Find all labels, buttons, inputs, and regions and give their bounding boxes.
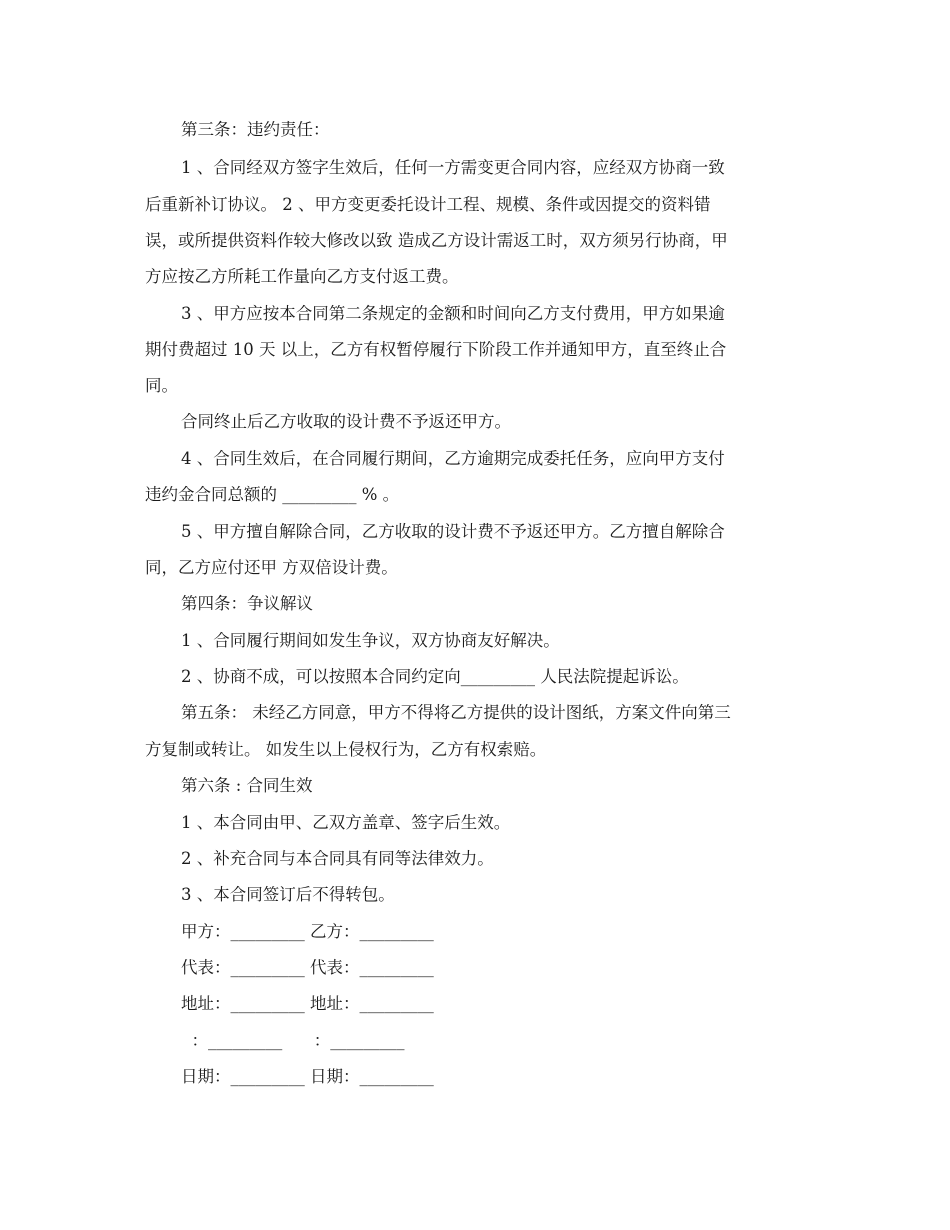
article3-line: 违约金合同总额的 _________ % 。 bbox=[145, 485, 400, 504]
signature-blank-row: ：_________ ：_________ bbox=[181, 1031, 405, 1050]
article3-line: 期付费超过 10 天 以上，乙方有权暂停履行下阶段工作并通知甲方，直至终止合 bbox=[145, 340, 727, 359]
article6-title: 第六条 : 合同生效 bbox=[181, 776, 313, 795]
article3-line: 方应按乙方所耗工作量向乙方支付返工费。 bbox=[145, 267, 459, 286]
article3-line: 3 、甲方应按本合同第二条规定的金额和时间向乙方支付费用，甲方如果逾 bbox=[181, 304, 725, 323]
article5-line: 方复制或转让。 如发生以上侵权行为，乙方有权索赔。 bbox=[145, 740, 547, 759]
article3-line: 5 、甲方擅自解除合同，乙方收取的设计费不予返还甲方。乙方擅自解除合 bbox=[181, 522, 725, 541]
article4-line: 1 、合同履行期间如发生争议，双方协商友好解决。 bbox=[181, 631, 560, 650]
article3-line: 后重新补订协议。 2 、甲方变更委托设计工程、规模、条件或因提交的资料错 bbox=[145, 195, 711, 214]
article4-title: 第四条：争议解议 bbox=[181, 594, 313, 613]
article3-line: 同，乙方应付还甲 方双倍设计费。 bbox=[145, 558, 398, 577]
article6-line: 2 、补充合同与本合同具有同等法律效力。 bbox=[181, 849, 494, 868]
article3-title: 第三条：违约责任： bbox=[181, 120, 330, 139]
article3-line: 合同终止后乙方收取的设计费不予返还甲方。 bbox=[181, 412, 511, 431]
article3-line: 1 、合同经双方签字生效后，任何一方需变更合同内容，应经双方协商一致 bbox=[181, 158, 725, 177]
signature-representative-row: 代表：_________ 代表：_________ bbox=[181, 958, 434, 977]
article3-line: 4 、合同生效后，在合同履行期间，乙方逾期完成委托任务，应向甲方支付 bbox=[181, 449, 725, 468]
article3-line: 同。 bbox=[145, 376, 178, 395]
article4-line: 2 、协商不成，可以按照本合同约定向_________ 人民法院提起诉讼。 bbox=[181, 667, 689, 686]
article3-line: 误，或所提供资料作较大修改以致 造成乙方设计需返工时，双方须另行协商，甲 bbox=[145, 231, 728, 250]
article6-line: 1 、本合同由甲、乙双方盖章、签字后生效。 bbox=[181, 813, 511, 832]
signature-date-row: 日期：_________ 日期：_________ bbox=[181, 1067, 434, 1086]
article5-line: 第五条： 未经乙方同意，甲方不得将乙方提供的设计图纸，方案文件向第三 bbox=[181, 703, 731, 722]
signature-address-row: 地址：_________ 地址：_________ bbox=[181, 994, 434, 1013]
article6-line: 3 、本合同签订后不得转包。 bbox=[181, 885, 395, 904]
signature-party-row: 甲方：_________ 乙方：_________ bbox=[181, 922, 434, 941]
